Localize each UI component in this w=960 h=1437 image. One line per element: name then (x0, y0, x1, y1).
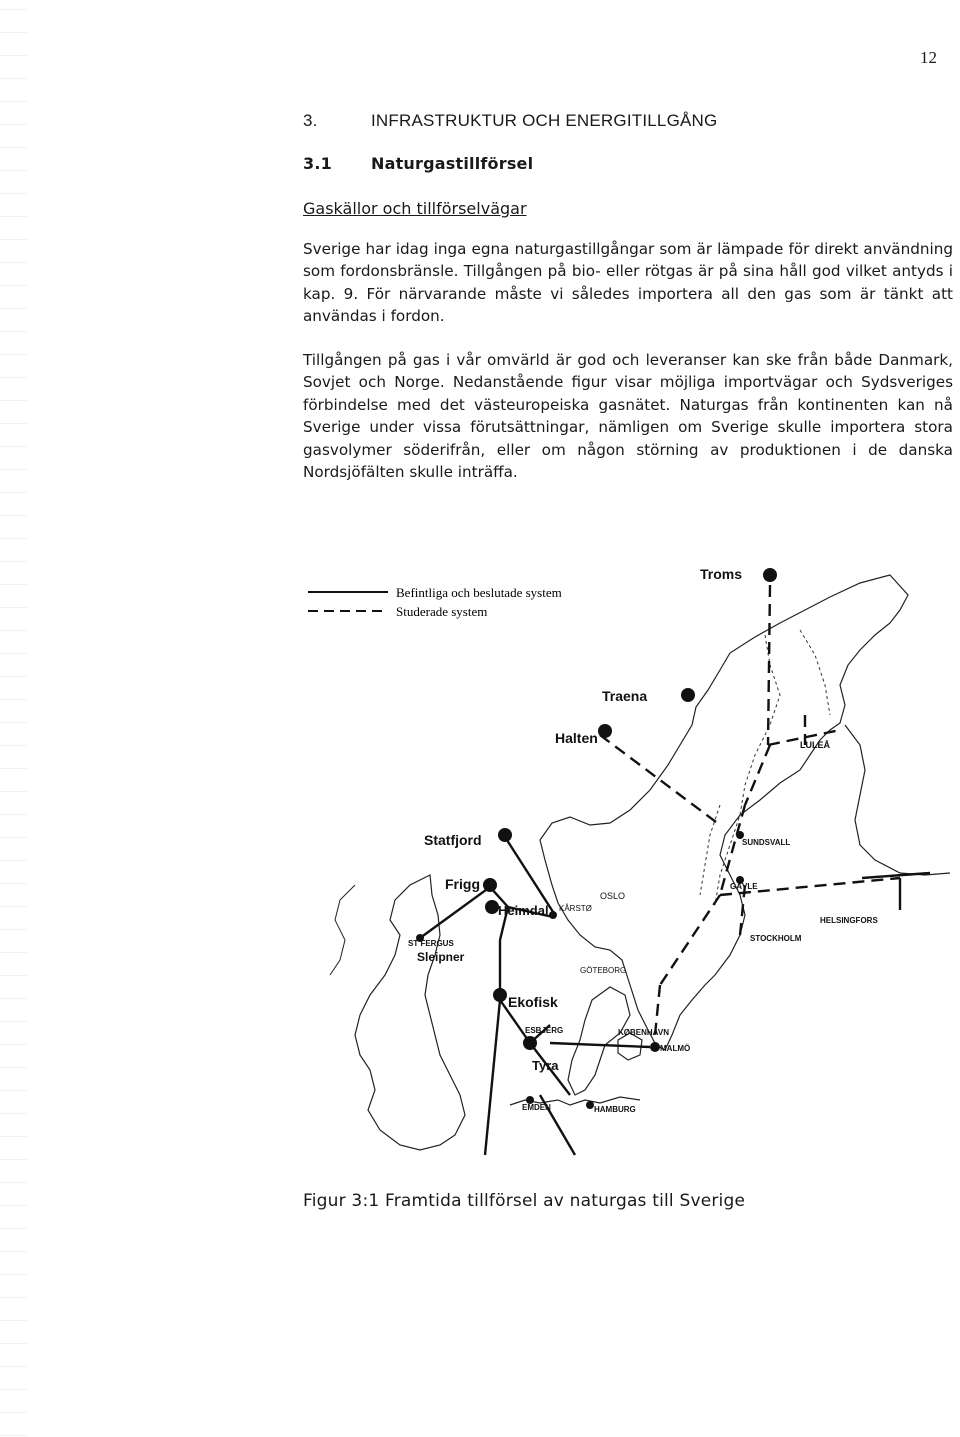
figure-caption: Figur 3:1 Framtida tillförsel av naturgas till Sverige (303, 1191, 746, 1211)
label-sleipner: Sleipner (417, 950, 465, 964)
section-heading (303, 154, 533, 173)
label-emden: EMDEN (522, 1103, 551, 1112)
paragraph-2: Tillgången på gas i vår omvärld är god och leveranser kan ske från både Danmark, Sovjet och Norge. Nedanstående figur visar möjliga importvägar och Sydsveriges förbindelse med det västeuropeiska gasnätet. Naturgas från kontinenten kan nå Sverige under vissa förutsättningar, nämligen om Sverige skulle importera stora gasvolymer söderifrån, eller om någon störning av produktionen i de danska Nordsjöfälten skulle inträffa. (303, 351, 953, 482)
label-statfjord: Statfjord (424, 832, 482, 848)
halten-marker (598, 724, 612, 738)
chapter-heading (303, 111, 717, 131)
label-esbjerg: ESBJERG (525, 1026, 564, 1035)
label-stockholm: STOCKHOLM (750, 934, 802, 943)
heimdal-marker (485, 900, 499, 914)
chapter-title: INFRASTRUKTUR OCH ENERGITILLGÅNG (371, 111, 718, 130)
label-ekofisk: Ekofisk (508, 994, 558, 1010)
denmark-coastline (568, 987, 642, 1095)
frigg-marker (483, 878, 497, 892)
label-kobenhavn: KØBENHAVN (618, 1028, 669, 1037)
legend-existing: Befintliga och beslutade system (396, 585, 562, 600)
tyra-marker (523, 1036, 537, 1050)
gas-pipeline-map (300, 555, 960, 1175)
section-number: 3.1 (303, 154, 332, 173)
map-labels (408, 566, 878, 1114)
ekofisk-marker (493, 988, 507, 1002)
legend (308, 585, 562, 619)
chapter-number: 3. (303, 111, 318, 130)
label-heimdal: Heimdal (498, 903, 549, 918)
malmo-marker (650, 1042, 660, 1052)
label-goteborg: GÖTEBORG (580, 966, 627, 975)
troms-marker (763, 568, 777, 582)
scandinavia-coastline (540, 575, 908, 1050)
hamburg-marker (586, 1101, 594, 1109)
label-st-fergus: ST FERGUS (408, 939, 454, 948)
scan-margin-artifact (0, 0, 28, 1437)
section-title: Naturgastillförsel (371, 154, 534, 173)
label-gavle: GÄVLE (730, 882, 758, 891)
legend-studied: Studerade system (396, 604, 488, 619)
label-helsingfors: HELSINGFORS (820, 916, 878, 925)
label-lulea: LULEÅ (800, 740, 830, 750)
traena-marker (681, 688, 695, 702)
subheading: Gaskällor och tillförselvägar (303, 199, 527, 218)
label-traena: Traena (602, 688, 648, 704)
label-frigg: Frigg (445, 876, 480, 892)
karsto-marker (549, 911, 557, 919)
label-karsto: KÅRSTØ (559, 904, 592, 913)
studied-pipelines (600, 585, 900, 1035)
label-malmo: MALMÖ (660, 1044, 691, 1053)
label-hamburg: HAMBURG (594, 1105, 636, 1114)
label-halten: Halten (555, 730, 598, 746)
ireland-coastline (330, 885, 355, 975)
label-tyra: Tyra (532, 1058, 559, 1073)
label-sundsvall: SUNDSVALL (742, 838, 791, 847)
statfjord-marker (498, 828, 512, 842)
label-troms: Troms (700, 566, 743, 582)
page-number: 12 (920, 48, 937, 67)
paragraph-1: Sverige har idag inga egna naturgastillgångar som är lämpade för direkt användning som fordonsbränsle. Tillgången på bio- eller rötgas är på sina håll god vilket antyds i kap. 9. För närvarande måste vi således importera all den gas som är tänkt att användas i fordon. (303, 240, 953, 326)
label-oslo: OSLO (600, 891, 626, 901)
finland-coastline (845, 725, 950, 875)
